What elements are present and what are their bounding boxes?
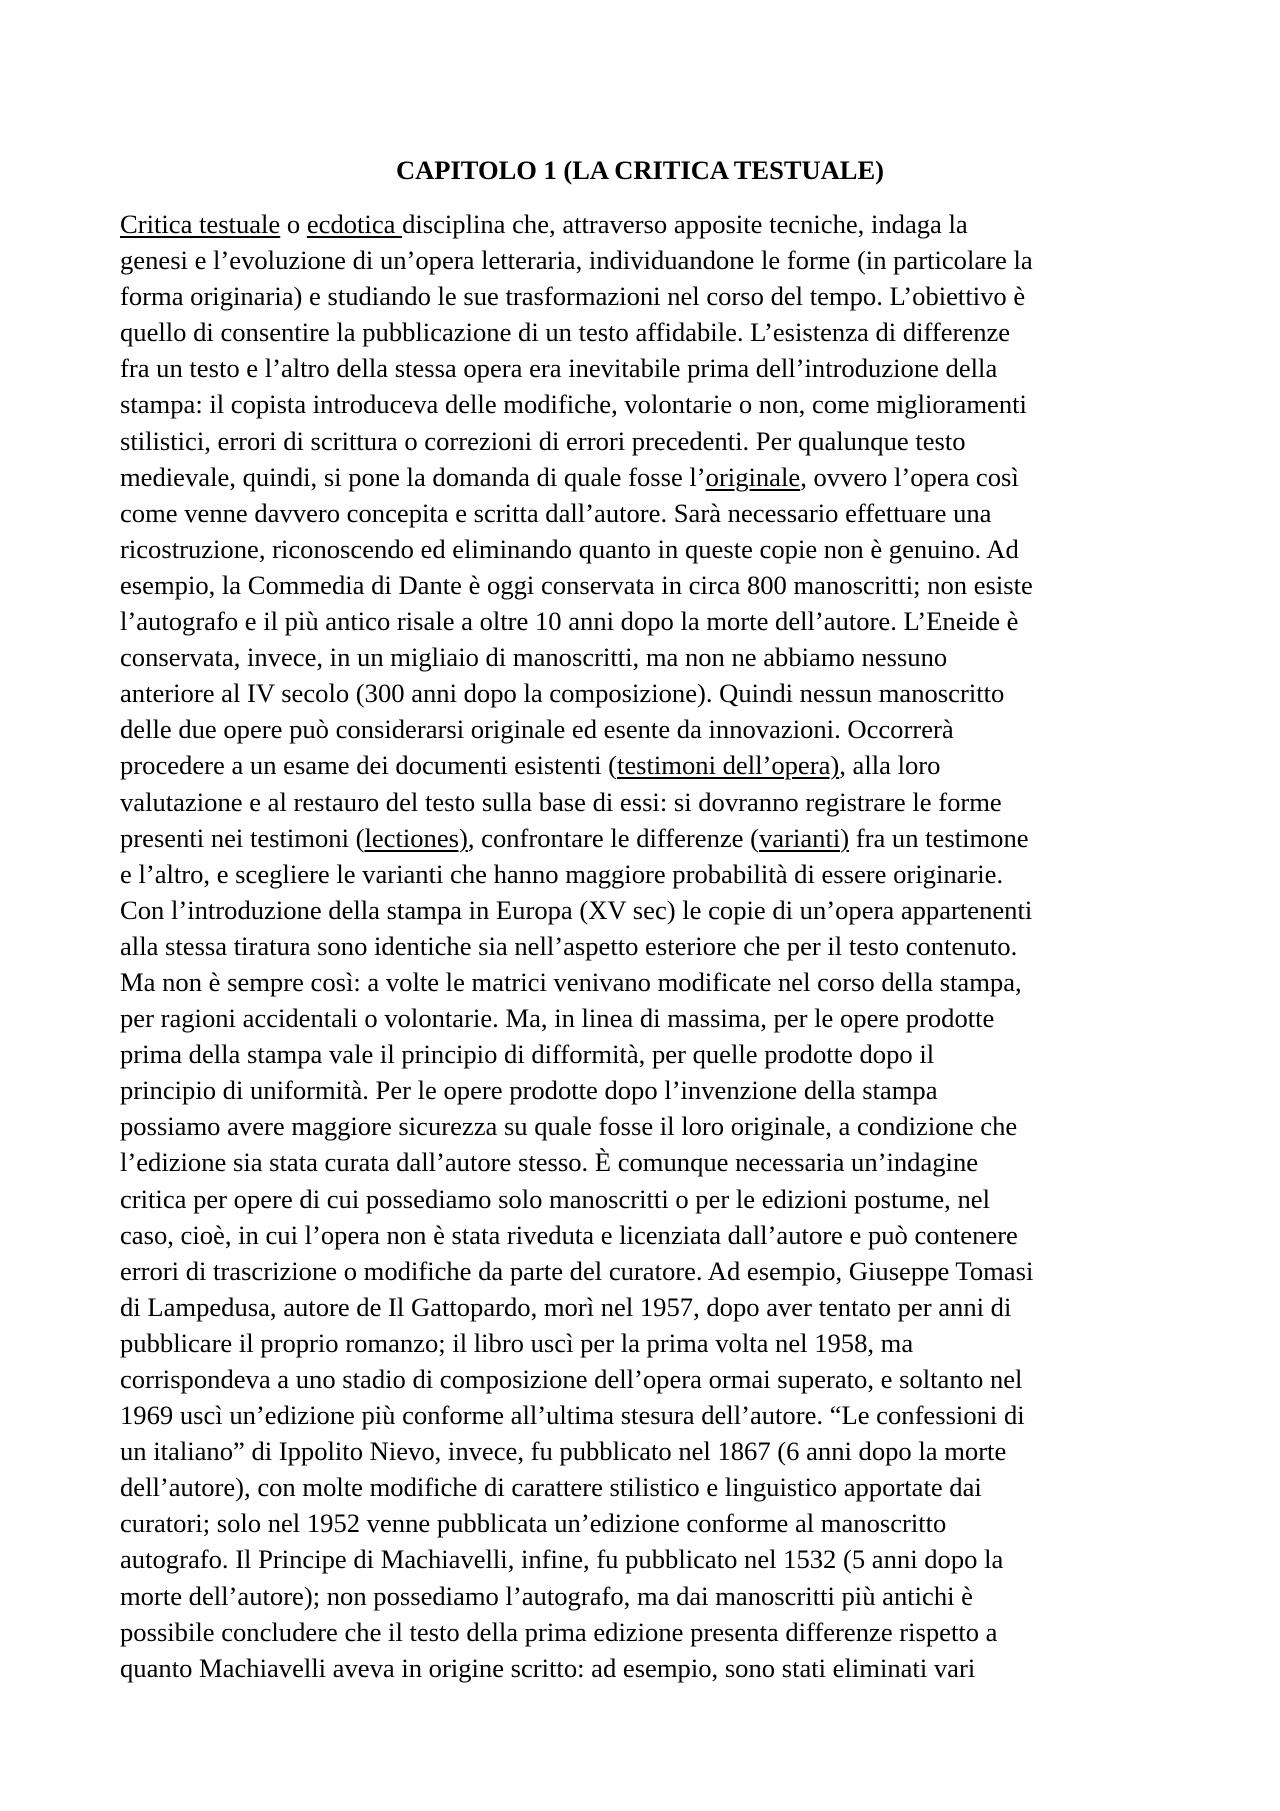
text-line bbox=[120, 1650, 1160, 1686]
text-line bbox=[120, 1072, 1160, 1108]
text-segment: , confrontare le differenze ( bbox=[467, 822, 759, 853]
text-line bbox=[120, 892, 1160, 928]
text-segment: morte dell’autore); non possediamo l’autografo, ma dai manoscritti più antichi è bbox=[120, 1580, 973, 1611]
text-line bbox=[120, 784, 1160, 820]
text-segment: ricostruzione, riconoscendo ed eliminando quanto in queste copie non è genuino. Ad bbox=[120, 533, 1019, 564]
text-segment: caso, cioè, in cui l’opera non è stata riveduta e licenziata dall’autore e può contenere bbox=[120, 1219, 1018, 1250]
text-segment: l’autografo e il più antico risale a oltre 10 anni dopo la morte dell’autore. L’Eneide è bbox=[120, 606, 1019, 637]
text-segment: un italiano” di Ippolito Nievo, invece, fu pubblicato nel 1867 (6 anni dopo la morte bbox=[120, 1436, 1007, 1467]
text-line bbox=[120, 675, 1160, 711]
text-line bbox=[120, 1289, 1160, 1325]
text-line bbox=[120, 747, 1160, 783]
text-segment: prima della stampa vale il principio di difformità, per quelle prodotte dopo il bbox=[120, 1039, 935, 1070]
text-line bbox=[120, 459, 1160, 495]
text-segment: stilistici, errori di scrittura o correzioni di errori precedenti. Per qualunque testo bbox=[120, 425, 966, 456]
text-segment: esempio, la Commedia di Dante è oggi conservata in circa 800 manoscritti; non esiste bbox=[120, 569, 1033, 600]
text-segment: anteriore al IV secolo (300 anni dopo la composizione). Quindi nessun manoscritto bbox=[120, 678, 1005, 709]
underlined-term: ecdotica bbox=[306, 209, 403, 239]
underlined-term: Critica testuale bbox=[120, 209, 281, 239]
text-segment: quello di consentire la pubblicazione di un testo affidabile. L’esistenza di differenze bbox=[120, 317, 1011, 348]
text-segment: corrispondeva a uno stadio di composizione dell’opera ormai superato, e soltanto nel bbox=[120, 1364, 1023, 1394]
text-segment: possibile concludere che il testo della prima edizione presenta differenze rispetto a bbox=[120, 1616, 998, 1647]
text-line bbox=[120, 964, 1160, 1000]
text-segment: errori di trascrizione o modifiche da parte del curatore. Ad esempio, Giuseppe Tomasi bbox=[120, 1255, 1034, 1286]
underlined-term: lectiones) bbox=[364, 822, 468, 853]
underlined-term: varianti) bbox=[759, 822, 850, 853]
text-segment: , ovvero l’opera così bbox=[800, 461, 1019, 492]
text-line bbox=[120, 1505, 1160, 1541]
page-title: CAPITOLO 1 (LA CRITICA TESTUALE) bbox=[396, 155, 884, 185]
text-line bbox=[120, 1578, 1160, 1614]
text-segment: disciplina che, attraverso apposite tecniche, indaga la bbox=[402, 209, 968, 239]
text-line bbox=[120, 314, 1160, 350]
text-line bbox=[120, 1253, 1160, 1289]
text-line bbox=[120, 531, 1160, 567]
text-line bbox=[120, 856, 1160, 892]
text-line bbox=[120, 1108, 1160, 1144]
text-line bbox=[120, 495, 1160, 531]
text-line bbox=[120, 1541, 1160, 1577]
text-segment: pubblicare il proprio romanzo; il libro uscì per la prima volta nel 1958, ma bbox=[120, 1327, 914, 1358]
text-segment: conservata, invece, in un migliaio di manoscritti, ma non ne abbiamo nessuno bbox=[120, 642, 948, 673]
text-line bbox=[120, 206, 1160, 242]
text-segment: forma originaria) e studiando le sue trasformazioni nel corso del tempo. L’obiettivo è bbox=[120, 281, 1026, 312]
text-segment: 1969 uscì un’edizione più conforme all’ultima stesura dell’autore. “Le confessioni di bbox=[120, 1400, 1025, 1431]
text-segment: principio di uniformità. Per le opere prodotte dopo l’invenzione della stampa bbox=[120, 1075, 938, 1106]
text-line bbox=[120, 1217, 1160, 1253]
text-line bbox=[120, 1469, 1160, 1505]
text-line bbox=[120, 1361, 1160, 1397]
text-line bbox=[120, 350, 1160, 386]
text-segment: procedere a un esame dei documenti esistenti ( bbox=[120, 750, 617, 781]
text-line bbox=[120, 242, 1160, 278]
text-line bbox=[120, 567, 1160, 603]
text-segment: Ma non è sempre così: a volte le matrici venivano modificate nel corso della stampa, bbox=[120, 966, 1022, 997]
text-line bbox=[120, 1614, 1160, 1650]
text-segment: l’edizione sia stata curata dall’autore stesso. È comunque necessaria un’indagine bbox=[120, 1147, 979, 1178]
text-line bbox=[120, 603, 1160, 639]
text-segment: quanto Machiavelli aveva in origine scritto: ad esempio, sono stati eliminati vari bbox=[120, 1652, 976, 1683]
text-segment: e l’altro, e scegliere le varianti che hanno maggiore probabilità di essere originarie. bbox=[120, 858, 1004, 889]
text-segment: per ragioni accidentali o volontarie. Ma, in linea di massima, per le opere prodotte bbox=[120, 1003, 995, 1034]
text-segment: presenti nei testimoni ( bbox=[120, 822, 365, 853]
text-segment: fra un testo e l’altro della stessa opera era inevitabile prima dell’introduzione della bbox=[120, 353, 998, 384]
text-line bbox=[120, 386, 1160, 422]
text-line bbox=[120, 928, 1160, 964]
text-line bbox=[120, 1036, 1160, 1072]
text-line bbox=[120, 1144, 1160, 1180]
text-segment: critica per opere di cui possediamo solo manoscritti o per le edizioni postume, nel bbox=[120, 1183, 990, 1214]
text-line bbox=[120, 1181, 1160, 1217]
text-segment: alla stessa tiratura sono identiche sia nell’aspetto esteriore che per il testo contenuto. bbox=[120, 930, 1018, 961]
underlined-term: originale bbox=[705, 461, 801, 492]
text-line bbox=[120, 1397, 1160, 1433]
text-segment: o bbox=[280, 209, 307, 239]
text-segment: stampa: il copista introduceva delle modifiche, volontarie o non, come miglioramenti bbox=[120, 389, 1027, 420]
text-segment: di Lampedusa, autore de Il Gattopardo, morì nel 1957, dopo aver tentato per anni di bbox=[120, 1291, 1012, 1322]
text-segment: autografo. Il Principe di Machiavelli, infine, fu pubblicato nel 1532 (5 anni dopo la bbox=[120, 1544, 1004, 1575]
text-segment: possiamo avere maggiore sicurezza su quale fosse il loro originale, a condizione che bbox=[120, 1111, 1018, 1142]
text-line bbox=[120, 820, 1160, 856]
text-line bbox=[120, 1433, 1160, 1469]
text-segment: fra un testimone bbox=[849, 822, 1029, 853]
text-segment: dell’autore), con molte modifiche di carattere stilistico e linguistico apportate dai bbox=[120, 1472, 982, 1503]
text-line bbox=[120, 1000, 1160, 1036]
text-segment: medievale, quindi, si pone la domanda di quale fosse l’ bbox=[120, 461, 706, 492]
text-segment: genesi e l’evoluzione di un’opera letteraria, individuandone le forme (in particolare la bbox=[120, 245, 1033, 276]
text-segment: , alla loro bbox=[839, 750, 941, 781]
text-segment: come venne davvero concepita e scritta dall’autore. Sarà necessario effettuare una bbox=[120, 497, 992, 528]
text-segment: delle due opere può considerarsi originale ed esente da innovazioni. Occorrerà bbox=[120, 714, 954, 745]
text-segment: valutazione e al restauro del testo sulla base di essi: si dovranno registrare le forme bbox=[120, 786, 1002, 817]
text-line bbox=[120, 1325, 1160, 1361]
underlined-term: testimoni dell’opera) bbox=[616, 750, 840, 781]
text-segment: curatori; solo nel 1952 venne pubblicata un’edizione conforme al manoscritto bbox=[120, 1508, 947, 1539]
body-paragraph bbox=[120, 206, 1160, 1686]
text-line bbox=[120, 278, 1160, 314]
text-line bbox=[120, 639, 1160, 675]
text-line bbox=[120, 711, 1160, 747]
text-line bbox=[120, 423, 1160, 459]
text-segment: Con l’introduzione della stampa in Europa (XV sec) le copie di un’opera appartenenti bbox=[120, 894, 1033, 925]
